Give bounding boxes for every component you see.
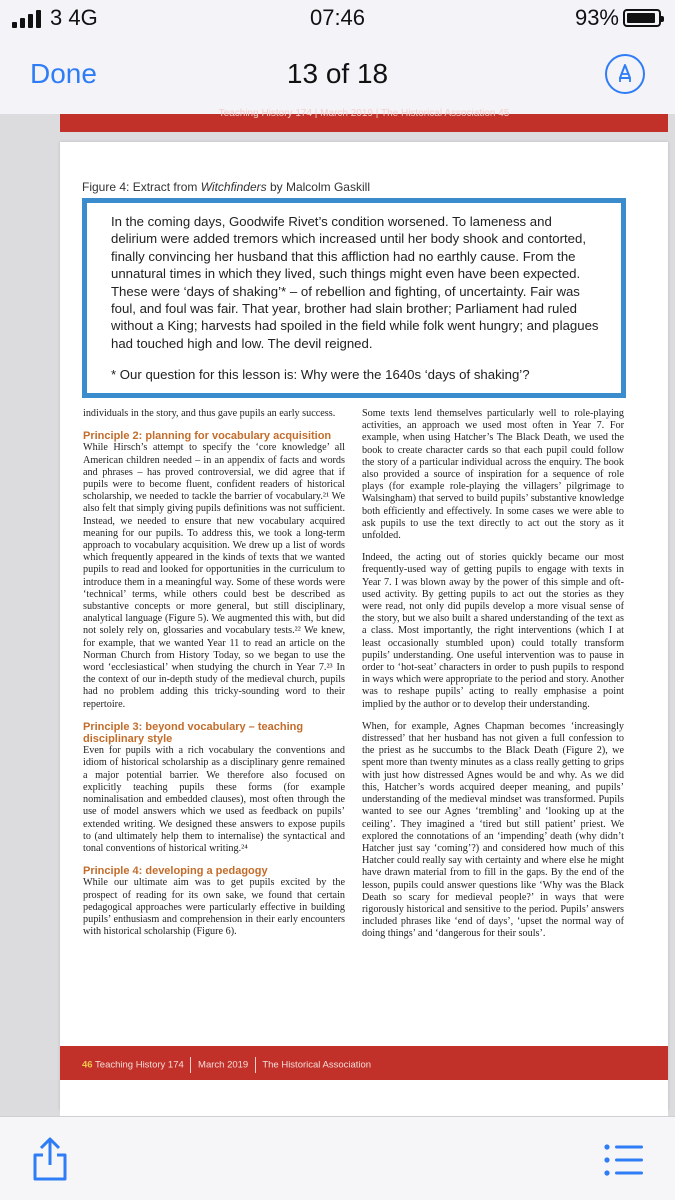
outline-list-button[interactable] bbox=[603, 1143, 645, 1180]
share-button[interactable] bbox=[30, 1135, 70, 1186]
section-heading: Principle 3: beyond vocabulary – teaching disciplinary style bbox=[83, 720, 304, 746]
figure-caption: Figure 4: Extract from Witchfinders by Malcolm Gaskill bbox=[82, 180, 370, 194]
battery-icon bbox=[623, 9, 661, 27]
extract-box bbox=[82, 198, 626, 398]
paragraph: When, for example, Agnes Chapman becomes ‘increasingly distressed’ that her husband has not given a full confession to the priest as he succumbs to the Black Death (Figure 2), we spent more than twenty minutes as a class really getting to grips with just how distressed Agnes would be and why. As we did this, Hatcher’s words acquired deeper meaning, and pupils’ understanding of the medieval mindset was transformed. Pupils wanted to see our Agnes ‘trembling’ and ‘looking up at the ceiling’. They imagined a ‘tired but still patient’ priest. We explored the connotations of an ‘impending’ death (why didn’t Hatcher just say ‘coming’?) and considered how much of this Hatcher could really say with certainty and where else he might have drawn material from to fill in the gaps. By the end of the lesson, pupils could answer questions like ‘Why was the Black Death so scary for medieval people?’ in ways that were rigorously historical and sensitive to the period. Pupils’ answers included phrases like ‘end of days’, ‘upset the normal way of doing things’ and ‘dangerous for their souls’. bbox=[362, 720, 624, 940]
paragraph: Even for pupils with a rich vocabulary the conventions and idiom of historical scholarship as a disciplinary genre remained a major potential barrier. We therefore also focused on explicitly teaching pupils these forms (for example nominalisation and embedded clauses), most often through the use of model answers which we used as feedback on pupils’ extended writing. We designed these answers to expose pupils to (and ultimately help them to internalise) the syntactical and tonal conventions of historical writing.²⁴ bbox=[83, 745, 345, 854]
previous-page-footer-text: Teaching History 174 | March 2019 | The Historical Association 45 bbox=[218, 108, 510, 119]
page-counter: 13 of 18 bbox=[286, 58, 389, 89]
pdf-page bbox=[60, 142, 668, 1110]
section-heading: Principle 2: planning for vocabulary acquisition bbox=[83, 430, 332, 443]
markup-button[interactable] bbox=[605, 54, 645, 94]
left-column bbox=[83, 408, 345, 948]
issue-date: March 2019 bbox=[198, 1059, 249, 1071]
carrier-label: 3 4G bbox=[50, 5, 98, 30]
share-icon bbox=[30, 1135, 70, 1183]
battery-level bbox=[627, 13, 655, 23]
done-button[interactable]: Done bbox=[30, 58, 97, 89]
lesson-question: * Our question for this lesson is: Why were the 1640s ‘days of shaking’? bbox=[111, 367, 530, 383]
paragraph: While Hirsch’s attempt to specify the ‘core knowledge’ all American children needed – in an appendix of facts and words and phrases – has proved controversial, we did agree that if pupils were to become fluent, confident readers of historical scholarship, we needed to tackle the barrier of vocabulary.²¹ We also felt that simply giving pupils definitions was not sufficient. Instead, we needed to ensure that new vocabulary acquired meaning for our pupils. To address this, we took a long-term approach to vocabulary acquisition. We drew up a list of words which frequently appeared in the kinds of texts that we wanted pupils to read and looked for opportunities in the curriculum to introduce them in a meaningful way. Some of these words were ‘technical’ terms, while others could best be described as substantive concepts or more general, but still disciplinary, analytical language (Figure 5). We augmented this with, but did not solely rely on, glossaries and vocabulary tests.²² We knew, for example, that we wanted Year 11 to read an article on the Norman Church from History Today, so we began to use the word ‘ecclesiastical’ when studying the church in Year 7.²³ In the context of our in-depth study of the medieval church, pupils had no problem adding this tricky-sounding word to their repertoire. bbox=[83, 442, 345, 710]
page-number: 46 bbox=[82, 1059, 93, 1071]
footer-divider bbox=[190, 1057, 191, 1073]
previous-page-footer-bar bbox=[60, 108, 668, 132]
battery-percentage: 93% bbox=[574, 5, 619, 30]
page-footer bbox=[60, 1046, 668, 1080]
footer-divider bbox=[255, 1057, 256, 1073]
journal-name: Teaching History 174 bbox=[95, 1059, 184, 1071]
paragraph: Some texts lend themselves particularly well to role-playing activities, an approach we used most often in Year 7. For example, when using Hatcher’s The Black Death, we used the book to create character cards so that each pupil could follow the story of a particular individual across the enquiry. The book also provided a source of inspiration for a sequence of role plays (for example role-playing the villagers’ pilgrimage to Walsingham) that served to build pupils’ substantive knowledge both efficiently and effectively. In some cases we were able to ask pupils to use the text directly to act out the story as it unfolded. bbox=[362, 408, 624, 542]
paragraph: While our ultimate aim was to get pupils excited by the prospect of reading for its own sake, we found that certain pedagogical approaches were particularly effective in building pupils’ enthusiasm and comprehension in their early encounters with historical scholarship (Figure 6). bbox=[83, 877, 345, 938]
navigation-bar bbox=[0, 36, 675, 114]
paragraph: individuals in the story, and thus gave pupils an early success. bbox=[83, 408, 336, 419]
section-heading: Principle 4: developing a pedagogy bbox=[83, 865, 268, 878]
clock: 07:46 bbox=[309, 5, 366, 30]
bottom-toolbar bbox=[0, 1116, 675, 1200]
publisher: The Historical Association bbox=[262, 1059, 372, 1071]
status-bar bbox=[0, 0, 675, 36]
right-column bbox=[362, 408, 624, 951]
document-viewer[interactable] bbox=[0, 108, 675, 1116]
paragraph: Indeed, the acting out of stories quickly became our most frequently-used way of getting pupils to engage with texts in Year 7. I was blown away by the power of this simple and oft-used activity. By getting pupils to act out the stories as they were read, not only did pupils develop a more visual sense of the story, but we also built a shared understanding of the text as a class. Most importantly, the right interventions (which I at least occasionally stumbled upon) could totally transform pupils’ understanding. One useful intervention was to pause in order to ‘hot-seat’ characters in order to push pupils to respond in ways which were appropriate to the period and story. Another was to reshape pupils’ acting to really emphasise a point implied by the author or to develop their understanding. bbox=[362, 552, 624, 710]
list-icon bbox=[603, 1143, 645, 1177]
extract-text: In the coming days, Goodwife Rivet’s condition worsened. To lameness and delirium were added tremors which increased until her body shook and contorted, finally convincing her husband that this affliction had no earthly cause. From the unnatural times in which they lived, such things might even have been expected. These were ‘days of shaking’* – of rebellion and fighting, of uncertainty. Fair was foul, and foul was fair. That year, brother had slain brother; Parliament had ruled without a King; harvests had spoiled in the field while folk went hungry; and plagues had touched high and low. The devil reigned. bbox=[111, 214, 599, 351]
markup-pen-icon bbox=[613, 62, 637, 86]
previous-page-edge bbox=[60, 108, 668, 132]
